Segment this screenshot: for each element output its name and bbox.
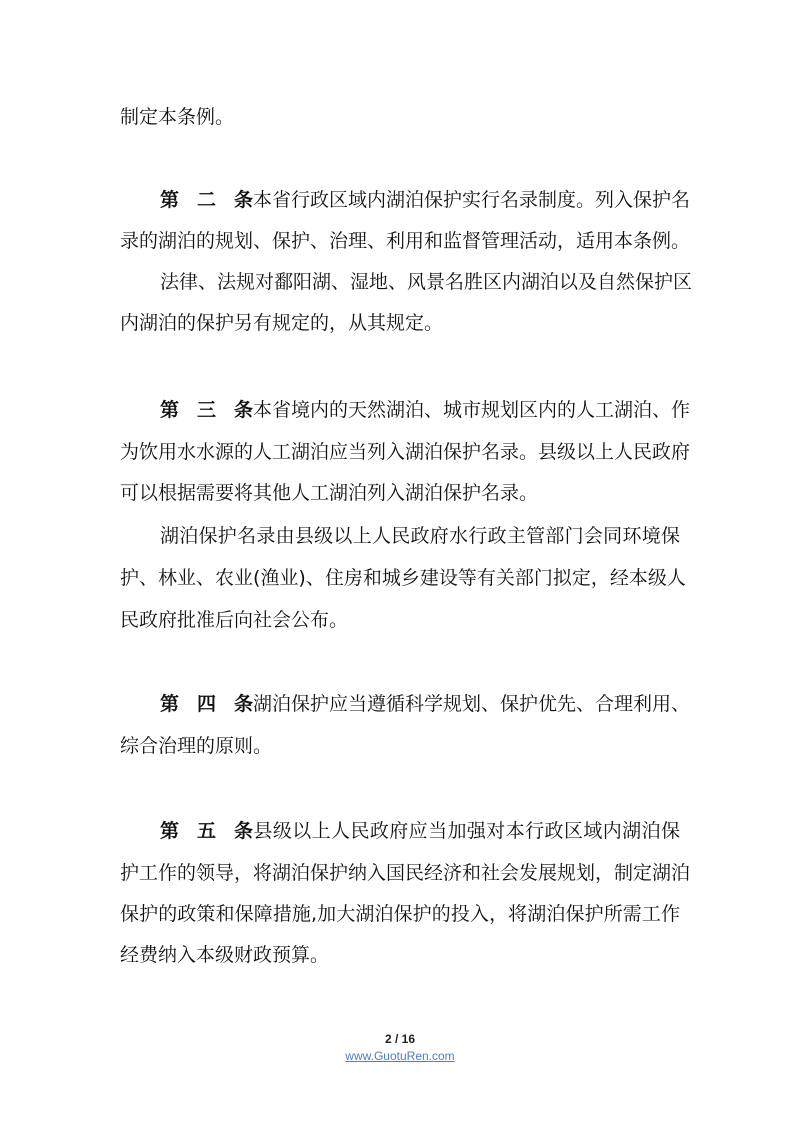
article-4-line bbox=[160, 692, 691, 716]
paragraph-line: 经费纳入本级财政预算。 bbox=[120, 944, 330, 966]
paragraph-line: 护、林业、农业(渔业)、住房和城乡建设等有关部门拟定，经本级人 bbox=[120, 567, 686, 589]
article-label: 第五条 bbox=[160, 820, 253, 842]
footer-link[interactable]: www.GuotuRen.com bbox=[345, 1049, 455, 1063]
paragraph-line: 内湖泊的保护另有规定的，从其规定。 bbox=[120, 312, 444, 334]
article-2-line bbox=[160, 188, 691, 212]
paragraph-line: 法律、法规对鄱阳湖、湿地、风景名胜区内湖泊以及自然保护区 bbox=[160, 271, 693, 293]
paragraph-line: 可以根据需要将其他人工湖泊列入湖泊保护名录。 bbox=[120, 482, 539, 504]
article-label: 第三条 bbox=[160, 399, 253, 421]
article-text: 本省行政区域内湖泊保护实行名录制度。列入保护名 bbox=[253, 189, 691, 211]
article-text: 本省境内的天然湖泊、城市规划区内的人工湖泊、作 bbox=[253, 399, 691, 421]
paragraph-line: 录的湖泊的规划、保护、治理、利用和监督管理活动，适用本条例。 bbox=[120, 230, 691, 252]
page-number: 2 / 16 bbox=[384, 1032, 416, 1046]
article-label: 第四条 bbox=[160, 693, 253, 715]
paragraph-line: 护工作的领导，将湖泊保护纳入国民经济和社会发展规划，制定湖泊 bbox=[120, 862, 691, 884]
paragraph-line: 保护的政策和保障措施,加大湖泊保护的投入，将湖泊保护所需工作 bbox=[120, 903, 680, 925]
paragraph-line: 湖泊保护名录由县级以上人民政府水行政主管部门会同环境保 bbox=[160, 525, 680, 547]
article-5-line bbox=[160, 819, 680, 843]
article-label: 第二条 bbox=[160, 189, 253, 211]
paragraph-line: 综合治理的原则。 bbox=[120, 735, 273, 757]
article-text: 湖泊保护应当遵循科学规划、保护优先、合理利用、 bbox=[253, 693, 691, 715]
paragraph-line: 为饮用水水源的人工湖泊应当列入湖泊保护名录。县级以上人民政府 bbox=[120, 441, 691, 463]
paragraph-line: 制定本条例。 bbox=[120, 106, 235, 128]
article-text: 县级以上人民政府应当加强对本行政区域内湖泊保 bbox=[253, 820, 680, 842]
paragraph-line: 民政府批准后向社会公布。 bbox=[120, 609, 349, 631]
article-3-line bbox=[160, 398, 691, 422]
